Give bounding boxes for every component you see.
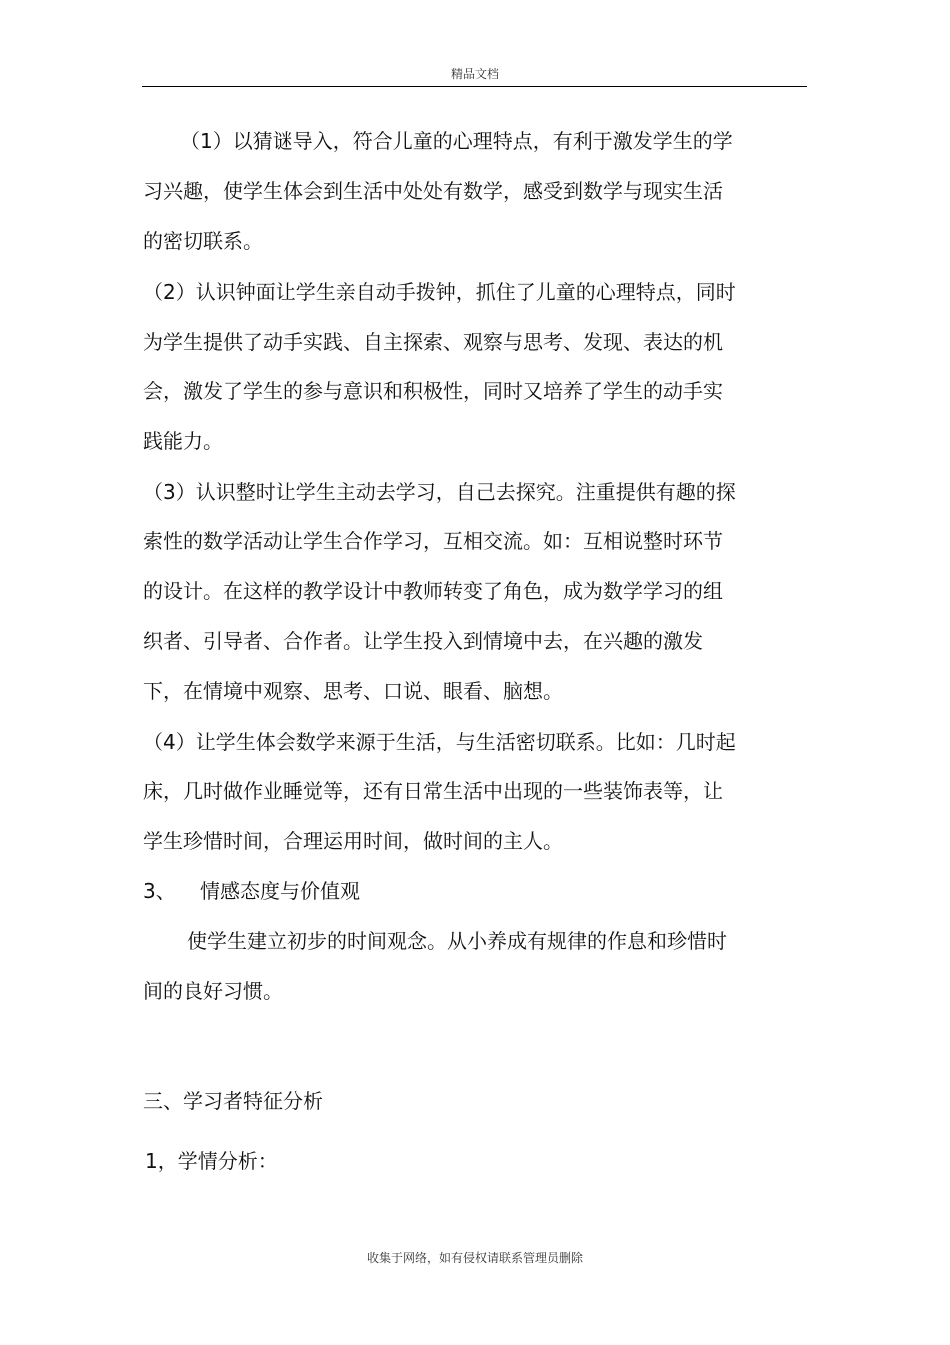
text-line: 使学生建立初步的时间观念。从小养成有规律的作息和珍惜时 (187, 929, 727, 953)
text-line: （4）让学生体会数学来源于生活，与生活密切联系。比如：几时起 (143, 730, 736, 754)
text-line: 索性的数学活动让学生合作学习，互相交流。如：互相说整时环节 (143, 529, 723, 553)
subsection-heading: 1，学情分析： (145, 1149, 278, 1173)
text-line: 会，激发了学生的参与意识和积极性，同时又培养了学生的动手实 (143, 379, 723, 403)
text-line: 织者、引导者、合作者。让学生投入到情境中去，在兴趣的激发 (143, 629, 703, 653)
section-number: 3、 (143, 879, 176, 903)
footer-text: 收集于网络，如有侵权请联系管理员删除 (366, 1251, 583, 1265)
text-line: 下，在情境中观察、思考、口说、眼看、脑想。 (143, 679, 563, 703)
text-line: （1）以猜谜导入，符合儿童的心理特点，有利于激发学生的学 (180, 129, 733, 153)
text-line: 习兴趣，使学生体会到生活中处处有数学，感受到数学与现实生活 (143, 179, 723, 203)
text-line: 的密切联系。 (143, 229, 263, 253)
text-line: （3）认识整时让学生主动去学习，自己去探究。注重提供有趣的探 (143, 480, 736, 504)
text-line: 践能力。 (143, 429, 223, 453)
text-line: 为学生提供了动手实践、自主探索、观察与思考、发现、表达的机 (143, 330, 723, 354)
text-line: 间的良好习惯。 (143, 979, 283, 1003)
text-line: 学生珍惜时间，合理运用时间，做时间的主人。 (143, 829, 563, 853)
text-line: （2）认识钟面让学生亲自动手拨钟，抓住了儿童的心理特点，同时 (143, 280, 736, 304)
header-text: 精品文档 (450, 67, 499, 81)
text-line: 床，几时做作业睡觉等，还有日常生活中出现的一些装饰表等，让 (143, 779, 723, 803)
text-line: 的设计。在这样的教学设计中教师转变了角色，成为数学学习的组 (143, 579, 723, 603)
section-heading: 情感态度与价值观 (200, 879, 360, 903)
chapter-heading: 三、学习者特征分析 (143, 1089, 323, 1113)
header-rule (142, 86, 807, 87)
